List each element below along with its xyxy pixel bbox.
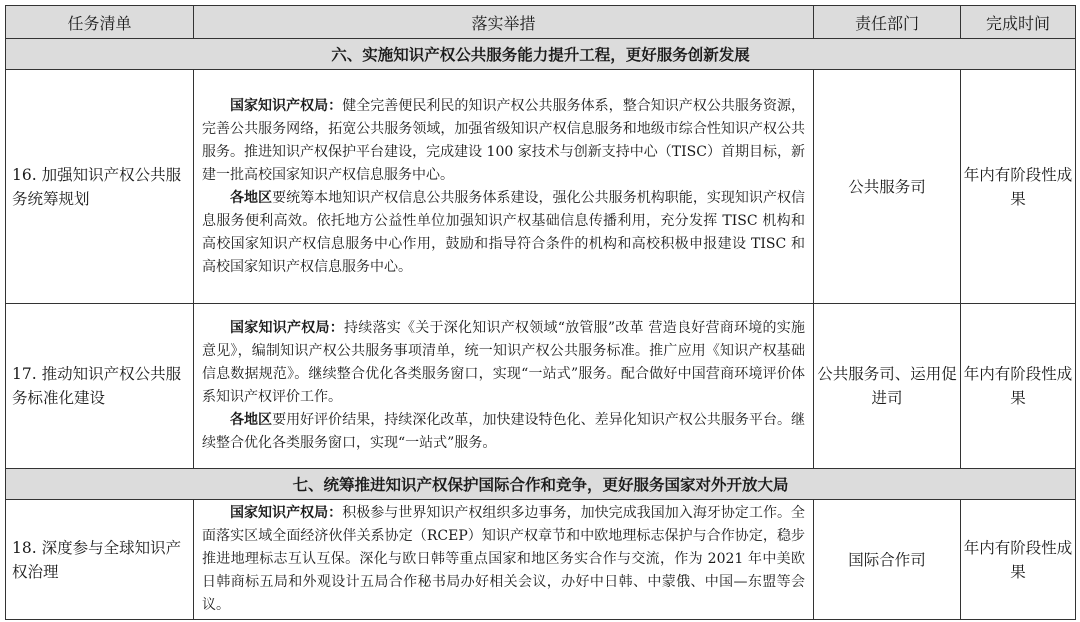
section-row [6, 469, 1076, 500]
measure-paragraph [202, 95, 805, 187]
section-title: 七、统筹推进知识产权保护国际合作和竞争，更好服务国家对外开放大局 [6, 469, 1076, 500]
completion-time: 年内有阶段性成果 [961, 70, 1076, 304]
section-title: 六、实施知识产权公共服务能力提升工程，更好服务创新发展 [6, 39, 1076, 70]
responsible-dept: 国际合作司 [814, 500, 961, 620]
table-row [6, 500, 1076, 620]
completion-time: 年内有阶段性成果 [961, 304, 1076, 469]
org-label: 各地区 [230, 412, 273, 428]
header-task: 任务清单 [6, 6, 194, 39]
measure-paragraph [202, 502, 805, 617]
table-header-row [6, 6, 1076, 39]
measure-text: 要统筹本地知识产权信息公共服务体系建设，强化公共服务机构职能，实现知识产权信息服务便利高效。依托地方公益性单位加强知识产权基础信息传播利用，充分发挥 TISC 机构和高校国家知识产权信息服务中心作用，鼓励和指导符合条件的机构和高校积极申报建设 TISC 和高校国家知识产权信息服务中心。 [202, 189, 806, 275]
responsible-dept: 公共服务司、运用促进司 [814, 304, 961, 469]
org-label: 国家知识产权局： [230, 97, 343, 114]
task-name: 17. 推动知识产权公共服务标准化建设 [6, 304, 194, 469]
completion-time: 年内有阶段性成果 [961, 500, 1076, 620]
org-label: 国家知识产权局： [230, 320, 344, 336]
measure-paragraph [202, 409, 805, 455]
header-time: 完成时间 [961, 6, 1076, 39]
table-row [6, 304, 1076, 469]
header-dept: 责任部门 [814, 6, 961, 39]
measures-cell [194, 500, 814, 620]
measure-text: 积极参与世界知识产权组织多边事务，加快完成我国加入海牙协定工作。全面落实区域全面经济伙伴关系协定（RCEP）知识产权章节和中欧地理标志保护与合作协定，稳步推进地理标志互认互保。深化与欧日韩等重点国家和地区务实合作与交流，作为 2021 年中美欧日韩商标五局和外观设计五局合作秘书局办好相关会议，办好中日韩、中蒙俄、中国—东盟等会议。 [202, 505, 806, 613]
task-name: 16. 加强知识产权公共服务统筹规划 [6, 70, 194, 304]
header-measures: 落实举措 [194, 6, 814, 39]
task-name: 18. 深度参与全球知识产权治理 [6, 500, 194, 620]
org-label: 国家知识产权局： [230, 505, 343, 521]
measure-paragraph [202, 317, 805, 409]
measure-text: 持续落实《关于深化知识产权领域“放管服”改革 营造良好营商环境的实施意见》，编制知识产权公共服务事项清单，统一知识产权公共服务标准。推广应用《知识产权基础信息数据规范》。继续整合优化各类服务窗口，实现“一站式”服务。配合做好中国营商环境评价体系知识产权评价工作。 [202, 320, 806, 405]
measures-cell [194, 304, 814, 469]
task-table [5, 5, 1076, 620]
org-label: 各地区 [230, 189, 273, 206]
table-row [6, 70, 1076, 304]
responsible-dept: 公共服务司 [814, 70, 961, 304]
measure-text: 要用好评价结果，持续深化改革，加快建设特色化、差异化知识产权公共服务平台。继续整合优化各类服务窗口，实现“一站式”服务。 [202, 412, 806, 451]
measures-cell [194, 70, 814, 304]
measure-paragraph [202, 187, 805, 279]
measure-text: 健全完善便民利民的知识产权公共服务体系，整合知识产权公共服务资源，完善公共服务网络，拓宽公共服务领域，加强省级知识产权信息服务和地级市综合性知识产权公共服务。推进知识产权保护平台建设，完成建设 100 家技术与创新支持中心（TISC）首期目标，新建一批高校国家知识产权信息服务中心。 [202, 97, 806, 183]
section-row [6, 39, 1076, 70]
